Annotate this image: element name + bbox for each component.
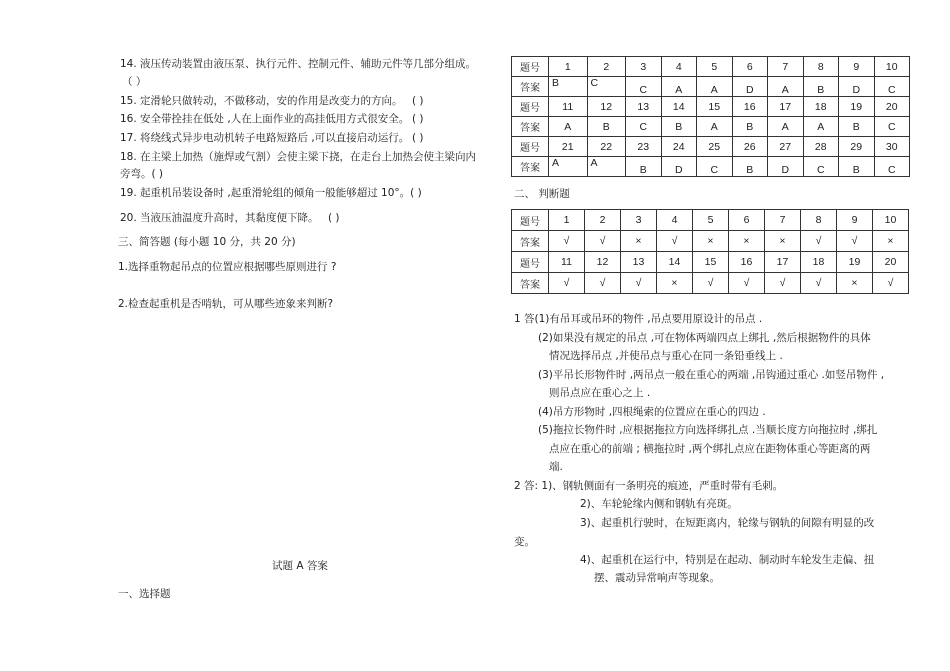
row-label-answer: 答案: [512, 117, 549, 137]
answer-cell: C: [697, 157, 733, 177]
question-number-cell: 6: [729, 210, 765, 231]
answer-cell: B: [839, 117, 875, 137]
question-number-cell: 7: [765, 210, 801, 231]
answer-cell: B: [732, 157, 768, 177]
answer-1-line-3: 情况选择吊点 ,并使吊点与重心在同一条铅垂线上 .: [549, 350, 783, 362]
section-3-title: 三、简答题 (每小题 10 分，共 20 分): [118, 236, 296, 248]
answer-1-line-4: (3)平吊长形物件时 ,两吊点一般在重心的两端 ,吊钩通过重心 .如竖吊物件 ,: [538, 369, 885, 381]
answer-cell: √: [657, 231, 693, 252]
question-number-cell: 11: [549, 97, 588, 117]
question-number-cell: 15: [693, 252, 729, 273]
question-15-paren: ( ): [412, 95, 424, 107]
answer-cell: D: [661, 157, 697, 177]
answer-2-line-5: 4)、起重机在运行中，特别是在起动、制动时车轮发生走偏、扭: [580, 554, 875, 566]
question-number-cell: 12: [587, 97, 626, 117]
answer-cell: √: [621, 273, 657, 294]
answer-cell: √: [585, 231, 621, 252]
answer-cell: B: [661, 117, 697, 137]
answer-1-line-5: 则吊点应在重心之上 .: [549, 387, 651, 399]
answer-cell: A: [697, 117, 733, 137]
row-label-number: 题号: [512, 137, 549, 157]
answer-cell: D: [839, 77, 875, 97]
row-label-number: 题号: [512, 210, 549, 231]
answer-cell: C: [874, 117, 910, 137]
question-number-cell: 17: [768, 97, 804, 117]
question-number-cell: 19: [839, 97, 875, 117]
choice-answer-table: [511, 56, 910, 177]
answer-cell: √: [693, 273, 729, 294]
question-14: 14. 液压传动装置由液压泵、执行元件、控制元件、辅助元件等几部分组成。: [120, 58, 477, 70]
answer-cell: ×: [873, 231, 909, 252]
answer-cell: ×: [765, 231, 801, 252]
row-label-answer: 答案: [512, 77, 549, 97]
question-18-line2: 旁弯。( ): [120, 168, 164, 180]
answer-2-line-1: 2 答: 1)、钢轨侧面有一条明亮的痕迹，严重时带有毛刺。: [514, 480, 784, 492]
answer-cell: ×: [837, 273, 873, 294]
answer-cell: B: [732, 117, 768, 137]
question-number-cell: 13: [621, 252, 657, 273]
short-answer-2: 2.检查起重机是否啃轨，可从哪些迹象来判断?: [118, 298, 334, 310]
question-number-cell: 23: [626, 137, 662, 157]
answer-cell: √: [549, 231, 585, 252]
answer-1-line-8: 点应在重心的前端 ; 横拖拉时 ,两个绑扎点应在距物体重心等距离的两: [549, 443, 871, 455]
answer-cell: √: [765, 273, 801, 294]
answer-cell: √: [873, 273, 909, 294]
question-number-cell: 27: [768, 137, 804, 157]
judge-answer-table: [511, 209, 909, 294]
answer-cell: √: [801, 231, 837, 252]
answer-cell: B: [587, 117, 626, 137]
answer-cell: √: [837, 231, 873, 252]
row-label-number: 题号: [512, 57, 549, 77]
question-number-cell: 20: [873, 252, 909, 273]
answer-cell: A: [697, 77, 733, 97]
answer-cell: C: [803, 157, 839, 177]
answer-1-line-2: (2)如果没有规定的吊点 ,可在物体两端四点上绑扎 ,然后根据物件的具体: [538, 332, 871, 344]
answer-cell: B: [549, 77, 588, 97]
answer-cell: A: [803, 117, 839, 137]
question-number-cell: 4: [661, 57, 697, 77]
answer-cell: A: [587, 157, 626, 177]
question-16-paren: ( ): [412, 113, 424, 125]
question-14-paren: （ ）: [122, 76, 147, 88]
number-row: [512, 137, 910, 157]
question-number-cell: 5: [693, 210, 729, 231]
answer-cell: D: [768, 157, 804, 177]
answer-cell: A: [661, 77, 697, 97]
answer-cell: √: [729, 273, 765, 294]
question-number-cell: 19: [837, 252, 873, 273]
answer-row: [512, 117, 910, 137]
answer-cell: C: [626, 77, 662, 97]
answer-cell: C: [874, 157, 910, 177]
question-17-paren: ( ): [412, 132, 424, 144]
question-number-cell: 3: [621, 210, 657, 231]
question-number-cell: 10: [874, 57, 910, 77]
question-15: 15. 定滑轮只做转动，不做移动，安的作用是改变力的方向。: [120, 95, 403, 107]
answer-cell: D: [732, 77, 768, 97]
answer-cell: ×: [657, 273, 693, 294]
answer-row: [512, 273, 909, 294]
answer-section-1-title: 一、选择题: [118, 588, 171, 600]
question-number-cell: 28: [803, 137, 839, 157]
question-number-cell: 18: [803, 97, 839, 117]
question-number-cell: 22: [587, 137, 626, 157]
row-label-number: 题号: [512, 97, 549, 117]
answer-cell: C: [626, 117, 662, 137]
question-number-cell: 14: [657, 252, 693, 273]
answer-cell: A: [768, 117, 804, 137]
answer-row: [512, 231, 909, 252]
short-answer-1: 1.选择重物起吊点的位置应根据哪些原则进行 ?: [118, 261, 337, 273]
number-row: [512, 252, 909, 273]
answer-cell: ×: [729, 231, 765, 252]
question-number-cell: 9: [839, 57, 875, 77]
question-number-cell: 13: [626, 97, 662, 117]
answer-cell: A: [768, 77, 804, 97]
question-19: 19. 起重机吊装设备时 ,起重滑轮组的倾角一般能够超过 10°。( ): [120, 187, 422, 199]
question-number-cell: 17: [765, 252, 801, 273]
row-label-number: 题号: [512, 252, 549, 273]
row-label-answer: 答案: [512, 157, 549, 177]
answer-2-line-4: 变。: [514, 536, 535, 548]
answer-1-line-6: (4)吊方形物时 ,四根绳索的位置应在重心的四边 .: [538, 406, 766, 418]
answer-cell: √: [585, 273, 621, 294]
answer-cell: ×: [621, 231, 657, 252]
question-20: 20. 当液压油温度升高时，其黏度便下降。: [120, 212, 319, 224]
answer-cell: B: [839, 157, 875, 177]
judge-section-title: 二、 判断题: [514, 188, 570, 200]
answer-cell: √: [801, 273, 837, 294]
question-number-cell: 16: [729, 252, 765, 273]
question-number-cell: 21: [549, 137, 588, 157]
question-number-cell: 29: [839, 137, 875, 157]
answer-2-line-3: 3)、起重机行驶时，在短距离内，轮缘与钢轨的间隙有明显的改: [580, 517, 875, 529]
question-number-cell: 15: [697, 97, 733, 117]
answer-cell: A: [549, 117, 588, 137]
number-row: [512, 97, 910, 117]
row-label-answer: 答案: [512, 273, 549, 294]
answer-row: [512, 157, 910, 177]
row-label-answer: 答案: [512, 231, 549, 252]
question-number-cell: 1: [549, 210, 585, 231]
question-16: 16. 安全带拴挂在低处 ,人在上面作业的高挂低用方式很安全。: [120, 113, 410, 125]
question-number-cell: 24: [661, 137, 697, 157]
question-number-cell: 1: [549, 57, 588, 77]
answer-cell: ×: [693, 231, 729, 252]
answer-cell: C: [874, 77, 910, 97]
answer-cell: A: [549, 157, 588, 177]
answer-1-line-9: 端.: [549, 461, 563, 473]
question-number-cell: 30: [874, 137, 910, 157]
question-20-paren: ( ): [328, 212, 340, 224]
question-number-cell: 9: [837, 210, 873, 231]
question-18-line1: 18. 在主梁上加热（施焊或气割）会使主梁下挠，在走台上加热会使主梁向内: [120, 151, 477, 163]
answer-1-line-7: (5)拖拉长物件时 ,应根据拖拉方向选择绑扎点 .当顺长度方向拖拉时 ,绑扎: [538, 424, 878, 436]
answer-cell: C: [587, 77, 626, 97]
answer-row: [512, 77, 910, 97]
question-number-cell: 12: [585, 252, 621, 273]
question-number-cell: 3: [626, 57, 662, 77]
answer-cell: B: [803, 77, 839, 97]
question-number-cell: 2: [585, 210, 621, 231]
answer-2-line-2: 2)、车轮轮缘内侧和钢轨有亮斑。: [580, 498, 738, 510]
question-number-cell: 20: [874, 97, 910, 117]
question-17: 17. 将绕线式异步电动机转子电路短路后 ,可以直接启动运行。: [120, 132, 410, 144]
question-number-cell: 26: [732, 137, 768, 157]
question-number-cell: 5: [697, 57, 733, 77]
question-number-cell: 7: [768, 57, 804, 77]
answer-cell: √: [549, 273, 585, 294]
number-row: [512, 57, 910, 77]
question-number-cell: 8: [803, 57, 839, 77]
question-number-cell: 4: [657, 210, 693, 231]
number-row: [512, 210, 909, 231]
question-number-cell: 14: [661, 97, 697, 117]
answer-cell: B: [626, 157, 662, 177]
answer-2-line-6: 摆、震动异常响声等现象。: [594, 572, 720, 584]
question-number-cell: 16: [732, 97, 768, 117]
question-number-cell: 25: [697, 137, 733, 157]
question-number-cell: 6: [732, 57, 768, 77]
question-number-cell: 8: [801, 210, 837, 231]
question-number-cell: 11: [549, 252, 585, 273]
question-number-cell: 18: [801, 252, 837, 273]
question-number-cell: 10: [873, 210, 909, 231]
answer-1-line-1: 1 答(1)有吊耳或吊环的物件 ,吊点要用原设计的吊点 .: [514, 313, 763, 325]
question-number-cell: 2: [587, 57, 626, 77]
answer-title: 试题 A 答案: [272, 560, 328, 572]
